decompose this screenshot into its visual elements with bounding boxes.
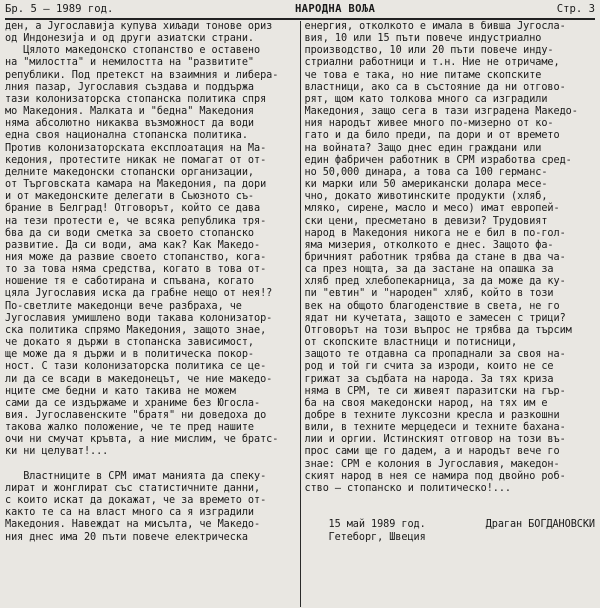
text-line: един фабричен работник в СРМ изработва сред-: [304, 154, 572, 166]
text-line: вия, 10 или 15 пъти повече индустриално: [304, 33, 542, 45]
text-line: лния пазар, Југославия създава и поддържа: [5, 81, 255, 93]
text-line: няма в СРМ, те си живеят паразитски на гър-: [304, 385, 566, 397]
text-line: [5, 459, 296, 471]
header-rule: [5, 18, 595, 20]
text-line: на "милостта" и немилостта на "развитите": [5, 57, 255, 69]
text-line: че докато я държи в стопанска зависимост,: [5, 337, 255, 349]
text-line: ба на своя македонски народ, на тях им е: [304, 397, 548, 409]
text-line: от скопските властници и потисници,: [304, 337, 518, 349]
text-line: брание в Белград! Отговорът, който се дава: [5, 203, 261, 215]
text-line: Југославия умишлено води такава колонизатор-: [5, 312, 273, 324]
text-line: производство, 10 или 20 пъти повече инду-: [304, 45, 554, 57]
left-column: [5, 21, 299, 607]
text-line: една своя национална стопанска политика.: [5, 130, 248, 142]
text-line: няма абсолютно никаква възможност да води: [5, 118, 255, 130]
text-line: вили, в техните мерцедеси и техните бахана-: [304, 422, 566, 434]
text-line: ния днес има 20 пъти повече електрическа: [5, 531, 248, 543]
text-line: ли да се всади в македонецът, че ние македо-: [5, 373, 273, 385]
text-line: ки ни целуват!...: [5, 446, 109, 458]
text-line: развитие. Да си води, ама как? Как Македо-: [5, 239, 261, 251]
article-body: [5, 21, 595, 607]
text-line: лират и жонглират със статистичните данни,: [5, 482, 261, 494]
text-line: и от македонските делегати в Сьюзното съ-: [5, 191, 255, 203]
text-line: очи ни смучат кръвта, а ние мислим, че братс-: [5, 434, 279, 446]
text-line: род и той ги счита за изроди, които не се: [304, 361, 554, 373]
text-line: ния народът живее много по-мизерно от ко-: [304, 118, 554, 130]
text-line: но 50,000 динара, а това са 100 германс-: [304, 166, 548, 178]
text-line: ния може да развие своето стопанство, кога-: [5, 251, 267, 263]
text-line: мо Македония. Малката и "бедна" Македония: [5, 106, 255, 118]
text-line: републики. Под претекст на взаимния и либера-: [5, 69, 279, 81]
text-line: грижат за съдбата на народа. За тях криза: [304, 373, 554, 385]
text-line: ство – стопанско и политическо!...: [304, 482, 511, 494]
signature-author: Драган БОГДАНОВСКИ: [485, 519, 595, 531]
text-line: мляко, сирене, масло и месо) имат европей-: [304, 203, 560, 215]
text-line: яма мизерия, отколкото е днес. Защото фа-: [304, 239, 554, 251]
text-line: енергия, отколкото е имала в бивша Југосла-: [304, 21, 566, 32]
text-line: гато и да било преди, па дори и от времето: [304, 130, 560, 142]
text-line: По-светлите македонци вече разбраха, че: [5, 300, 242, 312]
text-line: прос сами ще го дадем, а и народът вече го: [304, 446, 560, 458]
text-line: Против колонизаторската експлоатация на Ма-: [5, 142, 267, 154]
text-line: такова жалко положение, че те пред нашите: [5, 422, 255, 434]
text-line: с които искат да докажат, че за времето от-: [5, 495, 267, 507]
text-line: защото те отдавна са пропаднали за своя на-: [304, 349, 566, 361]
text-line: ще може да я държи и в политическа покор-: [5, 349, 255, 361]
text-line: властници, ако са в състояние да ни отгово-: [304, 81, 566, 93]
page-header: [5, 3, 595, 16]
text-line: знае: СРМ е колония в Југославия, македон-: [304, 458, 560, 470]
text-line: бричният работник трябва да стане в два ча-: [304, 251, 566, 263]
text-line: хляб пред хлебопекарница, за да може да ку-: [304, 276, 566, 288]
text-line: век на общото благоденствие в света, не го: [304, 300, 560, 312]
text-line: чно, докато животинските продукти (хляб,: [304, 191, 548, 203]
text-line: бва да си води сметка за своето стопанско: [5, 227, 255, 239]
text-line: че това е така, но ние питаме скопските: [304, 69, 542, 81]
text-line: ска политика спрямо Македония, защото знае,: [5, 324, 267, 336]
text-line: пи "евтин" и "народен" хляб, който в този: [304, 288, 554, 300]
text-line: то за това няма средства, когато в това от-: [5, 264, 267, 276]
text-line: нците сме бедни и като такива не можем: [5, 385, 236, 397]
text-line: цяла Југославия иска да грабне нещо от нея!?: [5, 288, 273, 300]
text-line: от Търговската камара на Македония, па дори: [5, 179, 267, 191]
text-line: както те са на власт много са я изградили: [5, 507, 255, 519]
right-column-text: [305, 21, 596, 495]
text-line: Отговорът на този въпрос не трябва да търсим: [304, 324, 572, 336]
text-line: добре в техните луксозни кресла и разкошни: [304, 410, 560, 421]
signature-date: 15 май 1989 год.: [328, 519, 426, 531]
page-number: Стр. 3: [556, 3, 595, 15]
text-line: на тези протести е, че всяка република тря-: [5, 215, 267, 227]
column-divider: [300, 21, 301, 607]
text-line: ден, а Југославија купува хиљади тонове ориз: [5, 21, 273, 32]
text-line: на войната? Защо днес един граждани или: [304, 142, 542, 154]
text-line: Македония. Навеждат на мисълта, че Македо-: [5, 519, 261, 531]
text-line: Властниците в СРМ имат манията да спеку-: [5, 470, 267, 482]
newspaper-title: НАРОДНА ВОЉА: [295, 3, 376, 15]
text-line: стриални работници и т.н. Ние не отричаме,: [304, 57, 560, 69]
text-line: Македония, защо сега в тази изградена Македо-: [304, 106, 578, 118]
text-line: ски цени, пресметано в девизи? Трудовият: [304, 215, 548, 227]
text-line: са през нощта, за да застане на опашка за: [304, 264, 554, 276]
text-line: Цялото македонско стопанство е оставено: [5, 45, 261, 57]
text-line: народ в Македония никога не е бил в по-гол-: [304, 227, 566, 239]
text-line: тази колонизаторска стопанска политика спря: [5, 93, 267, 105]
text-line: ският народ в нея се намира под двойно роб-: [304, 470, 566, 482]
text-line: ност. С тази колонизаторска политика се це-: [5, 361, 267, 373]
text-line: ядат ни кучетата, защото е замесен с трици?: [304, 312, 566, 324]
right-column: [305, 21, 596, 607]
text-line: лии и оргии. Истинският отговор на този въ-: [304, 434, 566, 446]
signature-line: [305, 519, 596, 531]
text-line: кедония, протестите никак не помагат от от-: [5, 154, 267, 166]
text-line: сами да се издържаме и храниме без Югосла-: [5, 397, 261, 409]
text-line: делните македонски стопански организации,: [5, 166, 255, 178]
text-line: рят, щом като толкова много са изградили: [304, 93, 548, 105]
text-line: од Индонезија и од други азиатски страни.: [5, 33, 255, 45]
issue-number: Бр. 5 – 1989 год.: [5, 3, 114, 15]
signature-place: Гетеборг, Швеция: [328, 531, 426, 543]
text-line: ношение тя е саботирана и спъвана, когато: [5, 276, 255, 288]
text-line: ки марки или 50 американски долара месе-: [304, 179, 548, 191]
text-line: вия. Југославенските "братя" ни доведоха до: [5, 410, 267, 421]
